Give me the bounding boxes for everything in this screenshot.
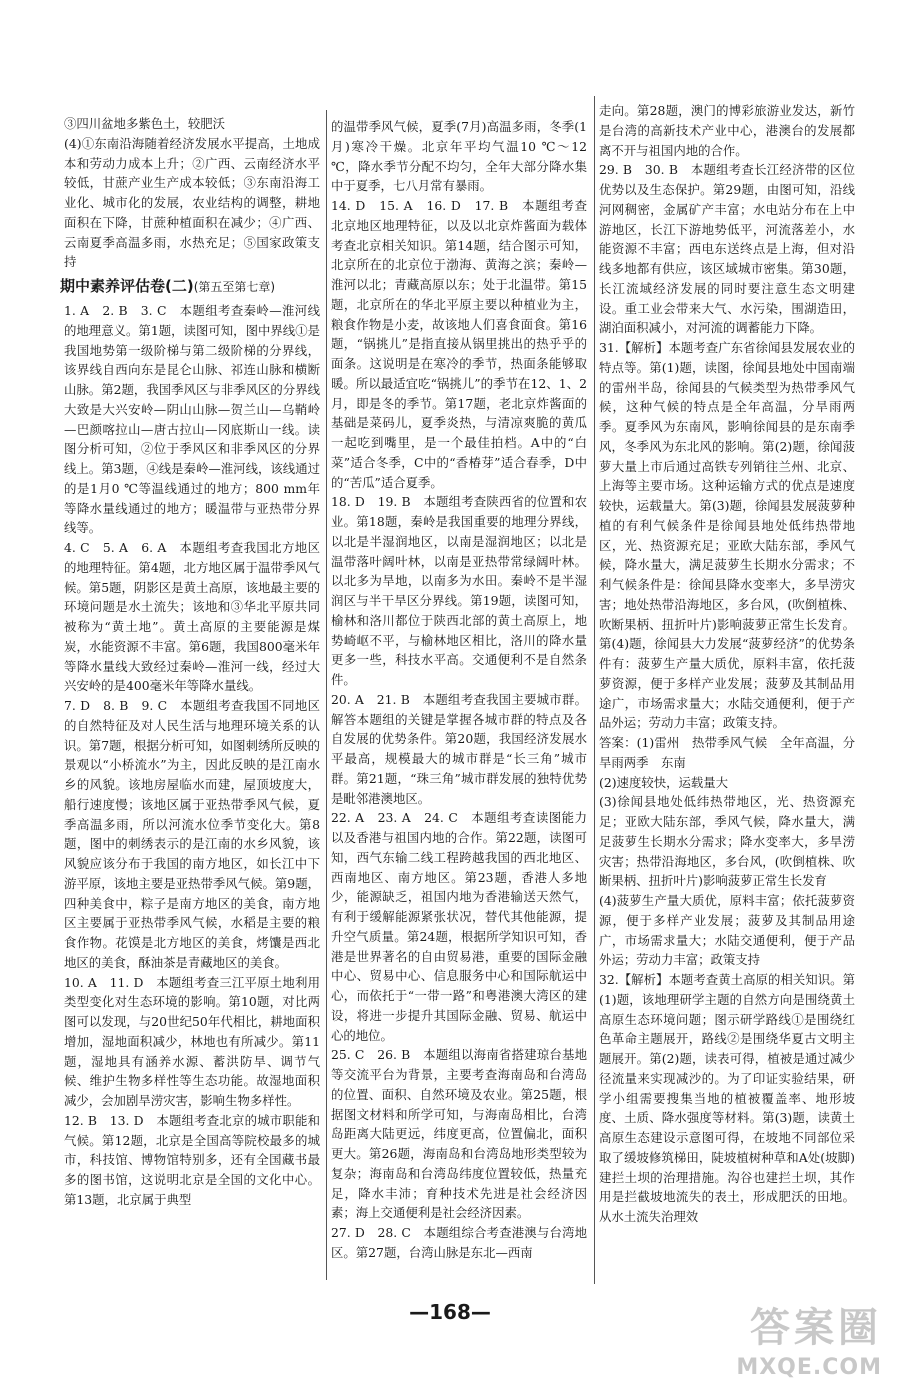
paragraph: 1. A 2. B 3. C 本题组考查秦岭—淮河线的地理意义。第1题，读图可知，图中界线①是我国地势第一级阶梯与第二级阶梯的分界线，该界线自西向东是昆仑山脉、祁连山脉和横断山脉。第2题，我国季风区与非季风区的分界线大致是大兴安岭—阴山山脉—贺兰山—乌鞘岭—巴颜喀拉山—唐古拉山—冈底斯山一线。读图分析可知，②位于季风区和非季风区的分界线上。第3题，④线是秦岭—淮河线，该线通过的是1月0 ℃等温线通过的地方；800 mm年等降水量线通过的地方；暖温带与亚热带分界线等。 (64, 303, 320, 536)
column-divider (326, 110, 327, 1280)
column-left (60, 114, 320, 1210)
paragraph: 29. B 30. B 本题组考查长江经济带的区位优势以及生态保护。第29题，由图可知，沿线河网稠密，金属矿产丰富；水电站分布在上中游地区，长江下游地势低平，河流落差小，水能资源不丰富；西电东送终点是上海，但对沿线多地都有供应，该区域城市密集。第30题，长江流域经济发展的同时要注意生态文明建设。重工业会带来大气、水污染，围湖造田，湖泊面积减小，对河流的调蓄能力下降。 (599, 162, 855, 336)
answer-paragraph: 答案：(1)雷州 热带季风气候 全年高温，分旱雨两季 东南 (599, 735, 855, 770)
column-divider (594, 96, 595, 1284)
section-subtitle: (第五至第七章) (193, 280, 276, 294)
paragraph: ③四川盆地多紫色土，较肥沃 (64, 116, 226, 131)
answer-paragraph: (4)菠萝生产量大质优，原料丰富；依托菠萝资源，便于多样产业发展；菠萝及其制品用途广，市场需求量大；水陆交通便利，便于产品外运；劳动力丰富；政策支持 (599, 893, 855, 968)
paragraph: (4)①东南沿海随着经济发展水平提高，土地成本和劳动力成本上升；②广西、云南经济水平较低，甘蔗产业生产成本较低；③东南沿海工业化、城市化的发展，农业结构的调整，耕地面积在下降，甘蔗种植面积在减少；④广西、云南夏季高温多雨，水热充足；⑤国家政策支持 (64, 135, 320, 270)
watermark-logo: 答案圈 (750, 1305, 882, 1351)
page-number: —168— (409, 1300, 491, 1324)
paragraph: 25. C 26. B 本题组以海南省搭建琼台基地等交流平台为背景，主要考查海南岛和台湾岛的位置、面积、自然环境及农业。第25题，根据图文材料和所学可知，与海南岛相比，台湾岛距离大陆更远，纬度更高，位置偏北，面积更大。第26题，海南岛和台湾岛地形类型较为复杂；海南岛和台湾岛纬度位置较低，热量充足，降水丰沛；育种技术先进是社会经济因素；海上交通便利是社会经济因素。 (331, 1047, 587, 1221)
paragraph: 32.【解析】本题考查黄土高原的相关知识。第(1)题，该地理研学主题的自然方向是围绕黄土高原生态环境问题；图示研学路线①是围绕红色革命主题展开，路线②是围绕华夏古文明主题展开。第(2)题，读表可得，植被是通过减少径流量来实现减沙的。为了印证实验结果，研学小组需要搜集当地的植被覆盖率、地形坡度、土质、降水强度等材料。第(3)题，读黄土高原生态建设示意图可得，在坡地不同部位采取了缓坡修筑梯田，陡坡植树种草和A处(坡脚)建拦土坝的治理措施。沟谷也建拦土坝，其作用是拦截坡地流失的表土，形成肥沃的田地。从水土流失治理效 (599, 972, 855, 1224)
paragraph: 27. D 28. C 本题组综合考查港澳与台湾地区。第27题，台湾山脉是东北—西南 (331, 1225, 587, 1260)
paragraph: 12. B 13. D 本题组考查北京的城市职能和气候。第12题，北京是全国高等院校最多的城市，科技馆、博物馆特别多，还有全国藏书最多的图书馆，这说明北京是全国的文化中心。第13题，北京属于典型 (64, 1112, 320, 1207)
paragraph: 7. D 8. B 9. C 本题组考查我国不同地区的自然特征及对人民生活与地理环境关系的认识。第7题，根据分析可知，如图刺绣所反映的景观以“小桥流水”为主，因此反映的是江南水乡的风貌。该地房屋临水而建，屋顶坡度大，船行速度慢；该地区属于亚热带季风气候，夏季高温多雨，所以河流水位季节变化大。第8题，图中的刺绣表示的是江南的水乡风貌，该风貌应该分布于我国的南方地区，如长江中下游平原，该地主要是亚热带季风气候。第9题，四种美食中，粽子是南方地区的美食，南方地区主要属于亚热带季风气候，水稻是主要的粮食作物。花馍是北方地区的美食，烤馕是西北地区的美食，酥油茶是青藏地区的美食。 (64, 698, 320, 970)
watermark-site: MXQE.COM (736, 1355, 882, 1380)
paragraph: 18. D 19. B 本题组考查陕西省的位置和农业。第18题，秦岭是我国重要的地理分界线，以北是半湿润地区，以南是湿润地区；以北是温带落叶阔叶林，以南是亚热带常绿阔叶林。以北多为旱地，以南多为水田。秦岭不是半湿润区与半干旱区分界线。第19题，读图可知，榆林和洛川都位于陕西北部的黄土高原上，地势崎岖不平，与榆林地区相比，洛川的降水量更多一些，科技水平高。交通便利不是自然条件。 (331, 494, 587, 687)
paragraph: 10. A 11. D 本题组考查三江平原土地利用类型变化对生态环境的影响。第10题，对比两图可以发现，与20世纪50年代相比，耕地面积增加，湿地面积减少，林地也有所减少。第11题，湿地具有涵养水源、蓄洪防旱、调节气候、维护生物多样性等生态功能。故湿地面积减少，会加剧旱涝灾害，影响生物多样性。 (64, 974, 320, 1108)
column-right (599, 101, 855, 1227)
paragraph: 的温带季风气候，夏季(7月)高温多雨，冬季(1月)寒冷干燥。北京年平均气温10 ℃～12 ℃，降水季节分配不均匀，全年大部分降水集中于夏季，七八月常有暴雨。 (331, 119, 587, 194)
section-title-text: 期中素养评估卷(二) (60, 277, 194, 295)
paragraph: 20. A 21. B 本题组考查我国主要城市群。解答本题组的关键是掌握各城市群的特点及各自发展的优势条件。第20题，我国经济发展水平最高，规模最大的城市群是“长三角”城市群。第21题，“珠三角”城市群发展的独特优势是毗邻港澳地区。 (331, 691, 587, 806)
watermark (690, 1302, 890, 1382)
paragraph: 31.【解析】本题考查广东省徐闻县发展农业的特点等。第(1)题，读图，徐闻县地处中国南端的雷州半岛，徐闻县的气候类型为热带季风气候，这种气候的特点是全年高温，分旱雨两季。夏季风为东南风，影响徐闻县的是东南季风，冬季风为东北风的影响。第(2)题，徐闻菠萝大量上市后通过高铁专列销往兰州、北京、上海等主要市场。这种运输方式的优点是速度较快，运载量大。第(3)题，徐闻县发展菠萝种植的有利气候条件是徐闻县地处低纬热带地区，光、热资源充足；亚欧大陆东部，季风气候，降水量大，满足菠萝生长期水分需求；不利气候条件是：徐闻县降水变率大，多旱涝灾害；地处热带沿海地区，多台风，(吹倒植株、吹断果柄、扭折叶片)影响菠萝正常生长发育。第(4)题，徐闻县大力发展“菠萝经济”的优势条件有：菠萝生产量大质优，原料丰富，依托菠萝资源，便于多样产业发展；菠萝及其制品用途广，市场需求量大；水陆交通便利，便于产品外运；劳动力丰富；政策支持。 (599, 340, 855, 731)
column-middle (331, 117, 587, 1263)
section-title (60, 274, 320, 299)
answer-paragraph: (3)徐闻县地处低纬热带地区，光、热资源充足；亚欧大陆东部，季风气候，降水量大，满足菠萝生长期水分需求；降水变率大，多旱涝灾害；热带沿海地区，多台风，(吹倒植株、吹断果柄、扭折叶片)影响菠萝正常生长发育 (599, 794, 855, 889)
paragraph: 14. D 15. A 16. D 17. B 本题组考查北京地区地理特征，以及以北京炸酱面为载体考查北京相关知识。第14题，结合图示可知，北京所在的北京位于渤海、黄海之滨；秦岭—淮河以北；青藏高原以东；处于北温带。第15题，北京所在的华北平原主要以种植业为主，粮食作物是小麦，故该地人们喜食面食。第16题，“锅挑儿”是指直接从锅里挑出的热乎乎的面条。这说明是在寒冷的季节，热面条能够取暖。所以最适宜吃“锅挑儿”的季节在12、1、2月，即是冬的季节。第17题，老北京炸酱面的基础是菜码儿，夏季炎热，与清凉爽脆的黄瓜一起吃到嘴里，是一个最佳拍档。A中的“白菜”适合冬季，C中的“香椿芽”适合春季，D中的“苦瓜”适合夏季。 (331, 198, 587, 490)
answer-paragraph: (2)速度较快，运载量大 (599, 774, 729, 790)
paragraph: 走向。第28题，澳门的博彩旅游业发达，新竹是台湾的高新技术产业中心，港澳台的发展都离不开与祖国内地的合作。 (599, 103, 855, 158)
paragraph: 22. A 23. A 24. C 本题组考查读图能力以及香港与祖国内地的合作。第22题，读图可知，西气东输二线工程跨越我国的西北地区、西南地区、南方地区。第23题，香港人多地少，能源缺乏，祖国内地为香港输送天然气，有利于缓解能源紧张状况，替代其他能源，提升空气质量。第24题，根据所学知识可知，香港是世界著名的自由贸易港，重要的国际金融中心、贸易中心、信息服务中心和国际航运中心，而依托于“一带一路”和粤港澳大湾区的建设，将进一步提升其国际金融、贸易、航运中心的地位。 (331, 810, 587, 1043)
paragraph: 4. C 5. A 6. A 本题组考查我国北方地区的地理特征。第4题，北方地区属于温带季风气候。第5题，阴影区是黄土高原，该地最主要的环境问题是水土流失；该地和③华北平原共同被称为“黄土地”。黄土高原的主要能源是煤炭，水能资源不丰富。第6题，我国800毫米年等降水量线大致经过秦岭—淮河一线，经过大兴安岭的是400毫米年等降水量线。 (64, 540, 320, 694)
